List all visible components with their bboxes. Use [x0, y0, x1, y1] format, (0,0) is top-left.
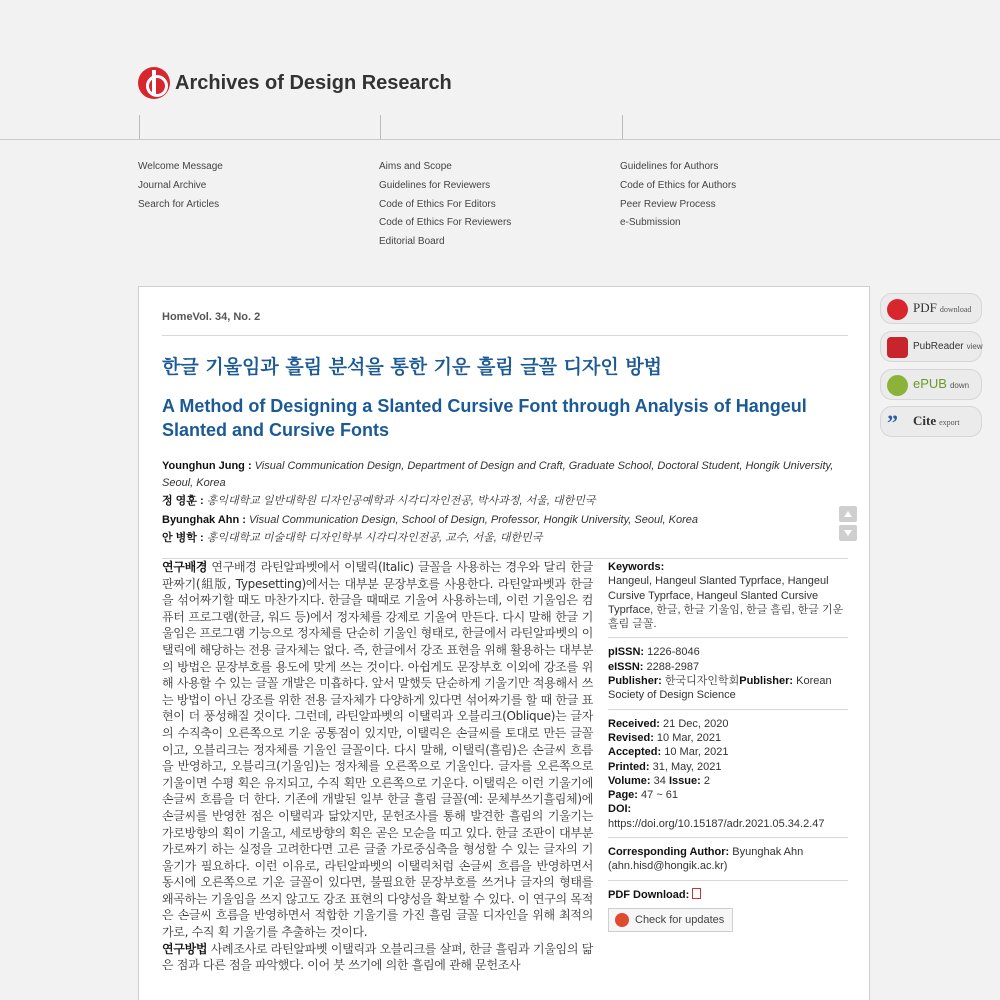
- pdf-button-subtext: download: [939, 305, 972, 314]
- publisher-value: Korean Society of Design Science: [608, 675, 832, 702]
- pubreader-button[interactable]: [880, 331, 982, 362]
- check-for-updates-label: Check for updates: [635, 913, 725, 926]
- crossmark-icon: [615, 913, 629, 927]
- article-title-korean: 한글 기울임과 흘림 분석을 통한 기운 흘림 글꼴 디자인 방법: [162, 356, 663, 378]
- abstract-background: [162, 559, 593, 941]
- pubreader-button-text: PubReader: [913, 341, 964, 352]
- abstract-background-label: 연구배경: [162, 560, 208, 574]
- printed-date: [608, 760, 848, 774]
- cite-button-label: [913, 413, 960, 429]
- author-affiliation: 홍익대학교 미술대학 디자인학부 시각디자인전공, 교수, 서울, 대한민국: [206, 532, 543, 544]
- revised-value: 10 Mar, 2021: [656, 731, 722, 744]
- arrow-down-icon: [844, 530, 852, 536]
- volume-value: 34: [653, 774, 666, 787]
- corresponding-author: [608, 845, 848, 874]
- cite-button-subtext: export: [939, 418, 960, 427]
- printed-label: Printed:: [608, 760, 650, 773]
- page-range: [608, 788, 848, 802]
- author-name: 안 병학 :: [162, 532, 204, 544]
- publisher-label: Publisher:: [608, 675, 662, 688]
- pubreader-icon: [887, 337, 908, 358]
- volume-issue: [608, 774, 848, 788]
- pdf-button-text: PDF: [913, 300, 937, 315]
- scroll-down-button[interactable]: [839, 525, 857, 541]
- corresponding-author-label: Corresponding Author:: [608, 846, 730, 859]
- page-value: 47 ~ 61: [641, 789, 679, 802]
- scroll-up-button[interactable]: [839, 506, 857, 522]
- pdf-icon: [887, 299, 908, 320]
- author-entry: [162, 512, 848, 529]
- accepted-value: 10 Mar, 2021: [664, 746, 729, 759]
- nav-link-peer-review[interactable]: Peer Review Process: [620, 198, 716, 210]
- pdf-download-label: PDF Download:: [608, 888, 690, 901]
- article-metadata: [608, 560, 848, 932]
- publisher-value: 한국디자인학회: [664, 675, 740, 688]
- cite-button-text: Cite: [913, 413, 937, 428]
- eissn-label: eISSN:: [608, 660, 644, 673]
- volume-label: Volume:: [608, 774, 651, 787]
- breadcrumb[interactable]: HomeVol. 34, No. 2: [162, 311, 261, 323]
- nav-link-ethics-reviewers[interactable]: Code of Ethics For Reviewers: [379, 217, 512, 229]
- pissn: [608, 645, 848, 659]
- author-list: [162, 458, 848, 549]
- cite-export-button[interactable]: [880, 406, 982, 437]
- author-entry: [162, 493, 848, 510]
- nav-column-authors: [620, 158, 850, 233]
- site-header: [0, 0, 1000, 140]
- article-panel: [138, 286, 870, 1000]
- eissn: [608, 660, 848, 674]
- author-affiliation: Visual Communication Design, School of Design, Professor, Hongik University, Seoul, Korea: [249, 513, 698, 526]
- epub-download-button[interactable]: [880, 369, 982, 400]
- journal-logo-icon[interactable]: [138, 67, 170, 99]
- article-title-english: A Method of Designing a Slanted Cursive Font through Analysis of Hangeul Slanted and Cursive Fonts: [162, 396, 807, 440]
- page-label: Page:: [608, 789, 638, 802]
- keywords-value: Hangeul, Hangeul Slanted Typrface, Hangeul Cursive Typrface, Hangeul Slanted Cursive Typrface, 한글, 한글 기울임, 한글 흘림, 한글 기운 흘림 글꼴.: [608, 575, 844, 631]
- divider: [608, 637, 848, 638]
- abstract-method: [162, 941, 593, 974]
- pubreader-button-subtext: view: [966, 342, 983, 351]
- doi: [608, 802, 848, 831]
- nav-link-ethics-authors[interactable]: Code of Ethics for Authors: [620, 179, 737, 191]
- keywords-label: Keywords:: [608, 561, 665, 573]
- nav-link-aims-scope[interactable]: Aims and Scope: [379, 161, 452, 172]
- publisher-label: Publisher:: [739, 675, 794, 688]
- doi-label: DOI:: [608, 803, 632, 816]
- nav-link-guidelines-authors[interactable]: Guidelines for Authors: [620, 161, 719, 172]
- nav-divider: [380, 115, 381, 139]
- check-for-updates-button[interactable]: [608, 908, 733, 932]
- nav-link-journal-archive[interactable]: Journal Archive: [138, 179, 207, 191]
- nav-column-editorial: [379, 158, 609, 252]
- received-value: 21 Dec, 2020: [663, 717, 729, 730]
- nav-link-search-articles[interactable]: Search for Articles: [138, 198, 220, 210]
- abstract-method-label: 연구방법: [162, 941, 208, 956]
- pdf-button-label: [913, 300, 971, 316]
- pubreader-button-label: [913, 341, 983, 352]
- pdf-file-icon[interactable]: [692, 888, 701, 899]
- nav-link-guidelines-reviewers[interactable]: Guidelines for Reviewers: [379, 179, 491, 191]
- epub-icon: [887, 375, 908, 396]
- epub-button-text: ePUB: [913, 376, 947, 391]
- author-entry: [162, 458, 848, 491]
- corresponding-author-value: Byunghak Ahn (ahn.hisd@hongik.ac.kr): [608, 846, 804, 873]
- abstract-background-text: 연구배경 라틴알파벳에서 이탤릭(Italic) 글꼴을 사용하는 경우와 달리 한글 판짜기(組版, Typesetting)에서는 대부분 문장부호를 사용한다. 라틴알파벳과 한글을 섞어짜기할 때도 마찬가지다. 한글을 때때로 기울여 사용하는데, 이런 기울임은 컴퓨터 프로그램(한글, 워드 등)에서 정자체를 강제로 기울여 만든다. 다시 말해 한글 기울임은 프로그램 기능으로 정자체를 단순히 기울인 형태로, 한글에서 라틴알파벳의 이탤릭에 해당하는 전용 글자체는 없다. 즉, 한글에서 강조 표현을 위해 활용하는 대부분의 방법은 문장부호를 용도에 맞게 쓰는 것이다. 아쉽게도 문장부호 이외에 강조를 위해 사용할 수 있는 글꼴 개발은 미흡하다. 앞서 말했듯 단순하게 기울기만 적용해서 쓰는 방법이 아닌 강조를 위한 전용 글자체가 다양하게 있다면 섞어짜기를 할 때 한글 표현이 더 풍성해질 것이다. 그런데, 라틴알파벳의 이탤릭과 오블리크(Oblique)는 글자의 수직축이 오른쪽으로 기운 공통점이 있지만, 이탤릭은 손글씨를 토대로 만든 글꼴이고, 오블리크는 정자체를 기울인 글꼴이다. 다시 말해, 이탤릭(흘림)은 손글씨 흐름을 반영하고, 오블리크(기울임)는 정자체를 오른쪽으로 기울인다. 글자를 오른쪽으로 기울이면 수평 획은 유지되고, 수직 획만 오른쪽으로 기운다. 이탤릭은 이런 기울기에 손글씨 흐름을 더 한다. 기존에 개발된 일부 한글 흘림 글꼴(예: 문체부쓰기흘림체)에 손글씨를 반영한 점은 이탤릭과 닮았지만, 문헌조사를 통해 발견한 흘림의 기울기는 가로방향의 획이 기울고, 세로방향의 획은 곧은 모순을 띠고 있다. 한글 조판이 대부분 가로짜기 하는 실정을 고려한다면 고른 글줄 가로중심축을 형성할 수 있는 글자의 기울기가 필요하다. 이런 이유로, 라틴알파벳의 이탤릭처럼 손글씨 흐름을 반영하면서 동시에 오른쪽으로 기운 글꼴이 있다면, 불필요한 문장부호를 쓰거나 글자의 형태를 왜곡하는 기울임을 쓰지 않고도 강조 표현의 다양성을 확보할 수 있다. 이 연구의 목적은 손글씨 흐름을 반영하면서 적합한 기울기를 가진 흘림 글꼴 디자인을 위해 최적의 가로, 수직 획 기울기를 추출하는 것이다.: [162, 560, 594, 940]
- epub-button-label: [913, 376, 969, 391]
- pdf-download-button[interactable]: [880, 293, 982, 324]
- quote-icon: ”: [887, 410, 898, 435]
- author-entry: [162, 530, 848, 547]
- divider: [162, 335, 848, 336]
- nav-link-welcome-message[interactable]: Welcome Message: [138, 161, 223, 172]
- arrow-up-icon: [844, 511, 852, 517]
- issue-label: Issue:: [668, 774, 701, 787]
- publisher: [608, 674, 848, 703]
- received-label: Received:: [608, 717, 660, 730]
- nav-column-about: [138, 158, 368, 214]
- pissn-value: 1226-8046: [647, 646, 700, 659]
- printed-value: 31, May, 2021: [652, 760, 722, 773]
- site-title[interactable]: Archives of Design Research: [175, 72, 452, 94]
- revised-label: Revised:: [608, 731, 654, 744]
- epub-button-subtext: down: [949, 381, 970, 390]
- eissn-value: 2288-2987: [646, 660, 700, 673]
- pdf-download: [608, 888, 848, 902]
- pissn-label: pISSN:: [608, 646, 645, 659]
- accepted-label: Accepted:: [608, 746, 662, 759]
- author-affiliation: Visual Communication Design, Department of Design and Craft, Graduate School, Doctoral Student, Hongik University, Seoul, Korea: [162, 460, 834, 489]
- divider: [608, 709, 848, 710]
- doi-link[interactable]: https://doi.org/10.15187/adr.2021.05.34.2.47: [608, 817, 825, 830]
- author-name: 정 영훈 :: [162, 495, 204, 507]
- author-name: Younghun Jung :: [162, 460, 252, 472]
- divider: [608, 880, 848, 881]
- issue-value: 2: [703, 774, 710, 787]
- revised-date: [608, 731, 848, 745]
- received-date: [608, 717, 848, 731]
- nav-link-e-submission[interactable]: e-Submission: [620, 217, 681, 229]
- divider: [608, 837, 848, 838]
- abstract-method-text: 사례조사로 라틴알파벳 이탤릭과 오블리크를 살펴, 한글 흘림과 기울임의 닮은 점과 다른 점을 파악했다. 이어 붓 쓰기에 의한 흘림에 관해 문헌조사: [162, 941, 594, 973]
- abstract: [162, 559, 593, 974]
- nav-link-editorial-board[interactable]: Editorial Board: [379, 236, 445, 248]
- nav-divider: [139, 115, 140, 139]
- nav-link-ethics-editors[interactable]: Code of Ethics For Editors: [379, 198, 496, 210]
- nav-divider: [622, 115, 623, 139]
- accepted-date: [608, 745, 848, 759]
- keywords: [608, 560, 848, 631]
- author-affiliation: 홍익대학교 일반대학원 디자인공예학과 시각디자인전공, 박사과정, 서울, 대한민국: [206, 495, 596, 507]
- author-name: Byunghak Ahn :: [162, 513, 246, 526]
